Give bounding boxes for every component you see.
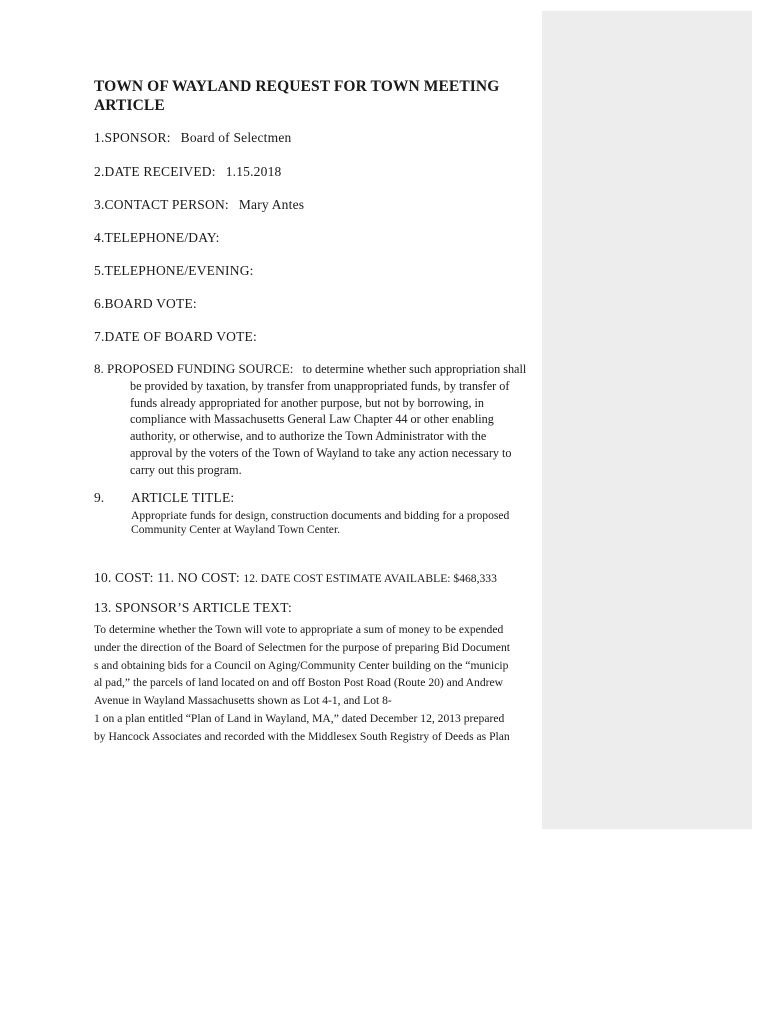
body-line: al pad,” the parcels of land located on and off Boston Post Road (Route 20) and Andrew: [94, 676, 504, 690]
body-line: under the direction of the Board of Selectmen for the purpose of preparing Bid Document: [94, 640, 510, 654]
funding-label: 8. PROPOSED FUNDING SOURCE:: [94, 361, 294, 376]
contact-field: [94, 197, 304, 213]
document-title: TOWN OF WAYLAND REQUEST FOR TOWN MEETING ARTICLE: [94, 78, 500, 114]
article-number: 9.: [94, 490, 105, 505]
date-received-value: 1.15.2018: [225, 164, 282, 179]
board-vote-label: 6.BOARD VOTE:: [94, 296, 197, 311]
comment-pane: [542, 11, 752, 829]
body-line: To determine whether the Town will vote to appropriate a sum of money to be expended: [94, 623, 504, 636]
no-cost-label: 11. NO COST:: [157, 570, 240, 585]
body-line: Avenue in Wayland Massachusetts shown as Lot 4-1, and Lot 8-: [94, 694, 392, 708]
funding-line: compliance with Massachusetts General Law Chapter 44 or other enabling: [130, 412, 494, 427]
funding-line: funds already appropriated for another purpose, but not by borrowing, in: [130, 395, 485, 410]
sponsor-text-label: 13. SPONSOR’S ARTICLE TEXT:: [94, 600, 292, 615]
date-board-vote-label: 7.DATE OF BOARD VOTE:: [94, 329, 257, 344]
date-received-label: 2.DATE RECEIVED:: [94, 164, 216, 179]
cost-line: [94, 570, 497, 586]
body-line: s and obtaining bids for a Council on Aging/Community Center building on the “municip: [94, 658, 509, 672]
funding-line: be provided by taxation, by transfer from unappropriated funds, by transfer of: [130, 378, 510, 393]
cost-label: 10. COST:: [94, 570, 154, 585]
body-line: 1 on a plan entitled “Plan of Land in Wayland, MA,” dated December 12, 2013 prepared: [94, 711, 505, 725]
sponsor-field: [94, 130, 291, 146]
article-description: Appropriate funds for design, construction documents and bidding for a proposed Community Center at Wayland Town Center.: [131, 509, 510, 536]
funding-first-line: to determine whether such appropriation shall: [302, 362, 527, 376]
sponsor-value: Board of Selectmen: [180, 130, 292, 145]
body-line: by Hancock Associates and recorded with the Middlesex South Registry of Deeds as Plan: [94, 729, 510, 743]
telephone-day-field: [94, 230, 220, 246]
article-title-label: ARTICLE TITLE:: [131, 490, 235, 505]
funding-line: approval by the voters of the Town of Wayland to take any action necessary to: [130, 445, 512, 460]
board-vote-field: [94, 296, 197, 312]
sponsor-text-body: [94, 621, 536, 746]
funding-line: carry out this program.: [130, 462, 242, 477]
cost-estimate: 12. DATE COST ESTIMATE AVAILABLE: $468,333: [243, 572, 497, 585]
date-received-field: [94, 164, 282, 180]
telephone-evening-field: [94, 263, 254, 279]
sponsor-label: 1.SPONSOR:: [94, 130, 171, 145]
telephone-day-label: 4.TELEPHONE/DAY:: [94, 230, 220, 245]
contact-value: Mary Antes: [238, 197, 305, 212]
funding-line: authority, or otherwise, and to authorize the Town Administrator with the: [130, 429, 487, 444]
contact-label: 3.CONTACT PERSON:: [94, 197, 229, 212]
date-board-vote-field: [94, 329, 257, 345]
funding-source: [94, 361, 534, 479]
telephone-evening-label: 5.TELEPHONE/EVENING:: [94, 263, 254, 278]
